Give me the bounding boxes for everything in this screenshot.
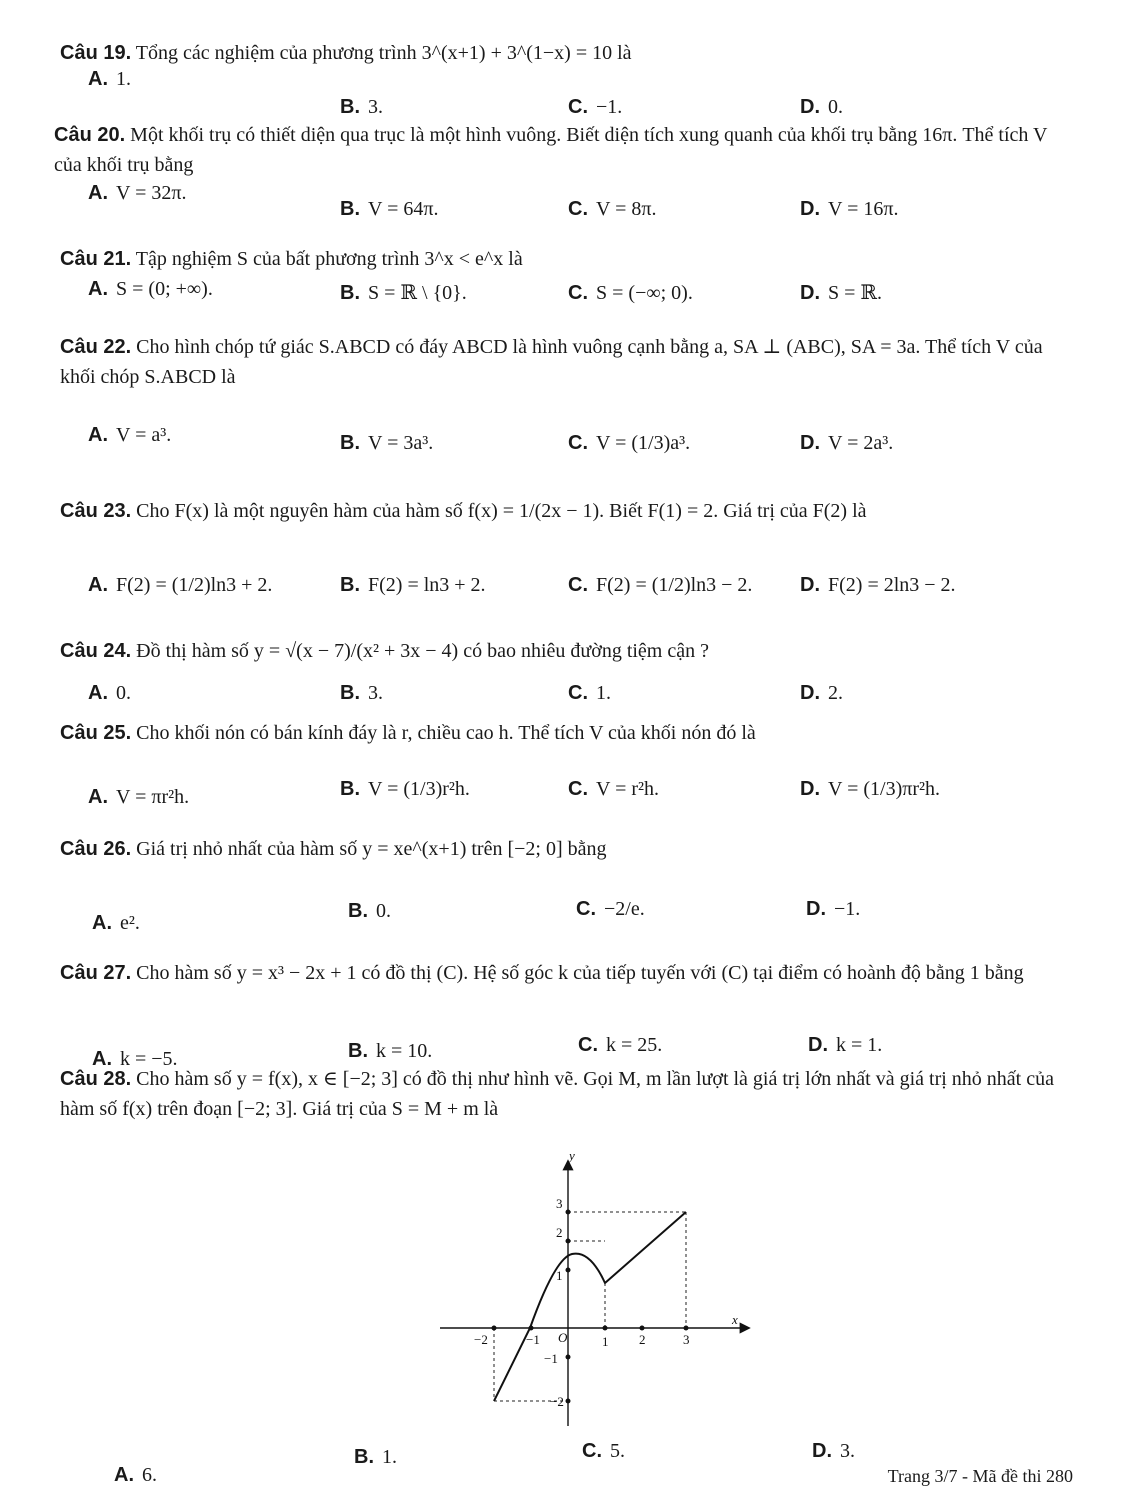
option-c: C. V = (1/3)a³. — [568, 432, 691, 454]
question-label: Câu 21. — [60, 248, 132, 270]
question-label: Câu 27. — [60, 962, 132, 984]
question-label: Câu 22. — [60, 336, 132, 358]
option-a: A. 1. — [88, 68, 131, 90]
option-b: B. 1. — [354, 1446, 397, 1468]
y-tick-label: 2 — [556, 1225, 563, 1240]
question-text: Một khối trụ có thiết diện qua trục là một hình vuông. Biết diện tích xung quanh của khối trụ bằng 16π. Thể tích V của khối trụ bằng — [54, 124, 1048, 176]
option-b: B. F(2) = ln3 + 2. — [340, 574, 486, 596]
option-a: A. 0. — [88, 682, 131, 704]
y-tick-label: 1 — [556, 1268, 563, 1283]
question-label: Câu 25. — [60, 722, 132, 744]
option-d: D. F(2) = 2ln3 − 2. — [800, 574, 956, 596]
y-tick-label: −1 — [544, 1351, 558, 1366]
question-text: Cho F(x) là một nguyên hàm của hàm số f(x) = 1/(2x − 1). Biết F(1) = 2. Giá trị của F(2) là — [136, 500, 867, 522]
option-c: C. 5. — [582, 1440, 625, 1462]
question-text: Tập nghiệm S của bất phương trình 3^x < e^x là — [135, 248, 523, 270]
option-c: C. S = (−∞; 0). — [568, 282, 693, 304]
option-a: A. V = πr²h. — [88, 786, 190, 808]
option-b: B. V = (1/3)r²h. — [340, 778, 470, 800]
question-19 — [60, 38, 1080, 68]
option-c: C. −1. — [568, 96, 623, 118]
origin-label: O — [558, 1330, 568, 1345]
option-c: C. 1. — [568, 682, 611, 704]
option-a: A. F(2) = (1/2)ln3 + 2. — [88, 574, 273, 596]
question-text: Giá trị nhỏ nhất của hàm số y = xe^(x+1) trên [−2; 0] bằng — [136, 838, 607, 860]
option-d: D. 2. — [800, 682, 843, 704]
x-axis-label: x — [732, 1312, 738, 1327]
option-a: A. 6. — [114, 1464, 157, 1486]
option-a: A. k = −5. — [92, 1048, 178, 1070]
question-label: Câu 23. — [60, 500, 132, 522]
x-tick-label: 2 — [639, 1332, 646, 1347]
option-d: D. V = (1/3)πr²h. — [800, 778, 940, 800]
option-a: A. S = (0; +∞). — [88, 278, 213, 300]
option-b: B. 3. — [340, 96, 383, 118]
question-23 — [60, 496, 1080, 526]
option-c: C. F(2) = (1/2)ln3 − 2. — [568, 574, 753, 596]
option-d: D. S = ℝ. — [800, 282, 883, 304]
option-b: B. 0. — [348, 900, 391, 922]
option-a: A. V = 32π. — [88, 182, 187, 204]
option-d: D. 3. — [812, 1440, 855, 1462]
function-curve — [494, 1212, 686, 1401]
guide-lines — [494, 1212, 686, 1401]
option-d: D. V = 16π. — [800, 198, 899, 220]
option-c: C. k = 25. — [578, 1034, 663, 1056]
option-b: B. 3. — [340, 682, 383, 704]
option-d: D. −1. — [806, 898, 861, 920]
question-20 — [54, 120, 1074, 180]
question-text: Tổng các nghiệm của phương trình 3^(x+1) + 3^(1−x) = 10 là — [135, 42, 632, 64]
option-b: B. V = 3a³. — [340, 432, 434, 454]
x-tick-label: 1 — [602, 1334, 609, 1349]
option-d: D. 0. — [800, 96, 843, 118]
y-tick-label: 3 — [556, 1196, 563, 1211]
question-text: Đồ thị hàm số y = √(x − 7)/(x² + 3x − 4) có bao nhiêu đường tiệm cận ? — [136, 640, 709, 662]
x-tick-label: −2 — [474, 1332, 488, 1347]
question-text: Cho hàm số y = x³ − 2x + 1 có đồ thị (C). Hệ số góc k của tiếp tuyến với (C) tại điểm có hoành độ bằng 1 bằng — [136, 962, 1024, 984]
option-c: C. V = r²h. — [568, 778, 660, 800]
page-footer: Trang 3/7 - Mã đề thi 280 — [887, 1466, 1073, 1486]
y-tick-label: −2 — [550, 1394, 564, 1409]
question-26 — [60, 834, 1080, 864]
option-b: B. V = 64π. — [340, 198, 439, 220]
option-a: A. e². — [92, 912, 140, 934]
question-label: Câu 19. — [60, 42, 132, 64]
function-graph — [430, 1148, 760, 1438]
option-c: C. −2/e. — [576, 898, 645, 920]
question-label: Câu 28. — [60, 1068, 132, 1090]
x-tick-label: 3 — [683, 1332, 690, 1347]
y-axis-label: y — [569, 1148, 575, 1163]
option-a: A. V = a³. — [88, 424, 172, 446]
option-b: B. S = ℝ \ {0}. — [340, 282, 467, 304]
question-28 — [60, 1064, 1080, 1124]
option-d: D. V = 2a³. — [800, 432, 894, 454]
question-label: Câu 24. — [60, 640, 132, 662]
option-c: C. V = 8π. — [568, 198, 657, 220]
tick-marks — [492, 1210, 689, 1404]
option-b: B. k = 10. — [348, 1040, 433, 1062]
question-27 — [60, 958, 1080, 988]
question-22 — [60, 332, 1080, 392]
question-label: Câu 20. — [54, 124, 126, 146]
question-text: Cho khối nón có bán kính đáy là r, chiều cao h. Thể tích V của khối nón đó là — [136, 722, 756, 744]
question-25 — [60, 718, 1080, 748]
x-tick-label: −1 — [526, 1332, 540, 1347]
question-text: Cho hàm số y = f(x), x ∈ [−2; 3] có đồ thị như hình vẽ. Gọi M, m lần lượt là giá trị lớn nhất và giá trị nhỏ nhất của hàm số f(x) trên đoạn [−2; 3]. Giá trị của S = M + m là — [60, 1068, 1054, 1120]
question-21 — [60, 244, 1080, 274]
question-label: Câu 26. — [60, 838, 132, 860]
question-text: Cho hình chóp tứ giác S.ABCD có đáy ABCD là hình vuông cạnh bằng a, SA ⊥ (ABC), SA = 3a. Thể tích V của khối chóp S.ABCD là — [60, 336, 1043, 388]
question-24 — [60, 636, 1080, 666]
option-d: D. k = 1. — [808, 1034, 883, 1056]
